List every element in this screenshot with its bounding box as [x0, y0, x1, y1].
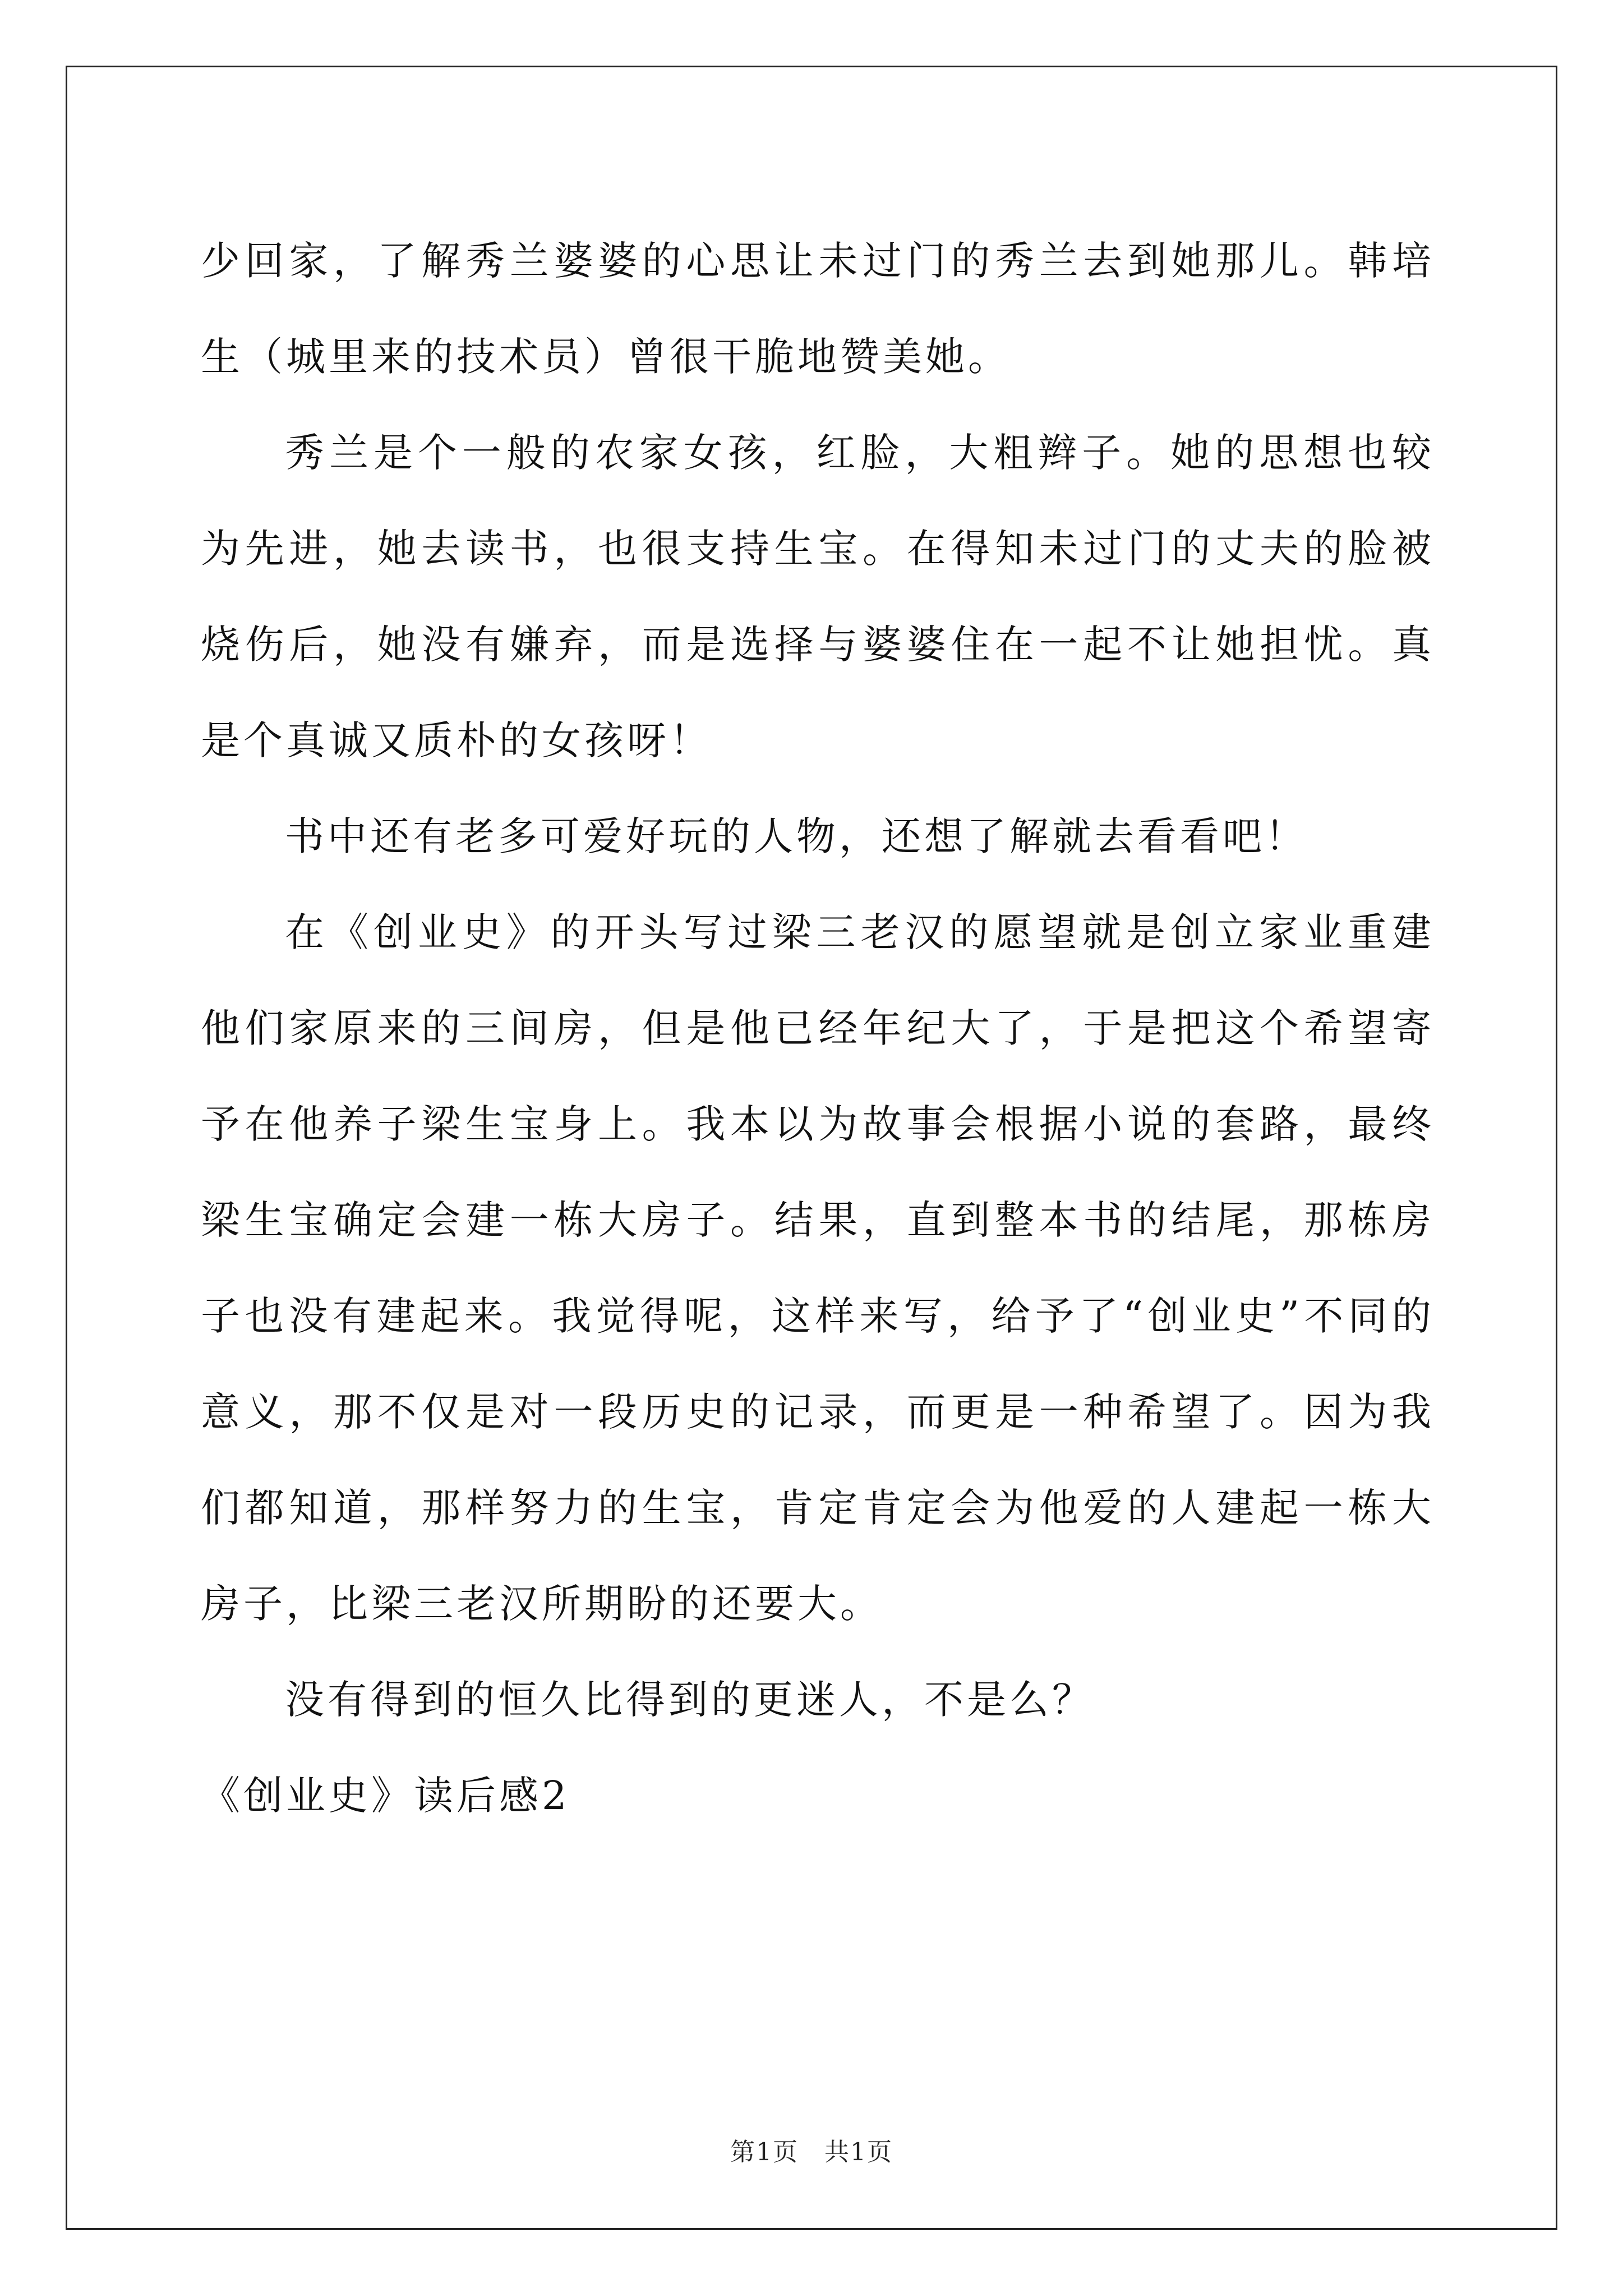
paragraph-house: 在《创业史》的开头写过梁三老汉的愿望就是创立家业重建他们家原来的三间房，但是他已经年纪大了，于是把这个希望寄予在他养子梁生宝身上。我本以为故事会根据小说的套路，最终梁生宝确定会建一栋大房子。结果，直到整本书的结尾，那栋房子也没有建起来。我觉得呢，这样来写，给予了“创业史”不同的意义，那不仅是对一段历史的记录，而更是一种希望了。因为我们都知道，那样努力的生宝，肯定肯定会为他爱的人建起一栋大房子，比梁三老汉所期盼的还要大。 [201, 909, 1435, 1627]
paragraph-xiulan: 秀兰是个一般的农家女孩，红脸，大粗辫子。她的思想也较为先进，她去读书，也很支持生宝。在得知未过门的丈夫的脸被烧伤后，她没有嫌弃，而是选择与婆婆住在一起不让她担忧。真是个真诚又质朴的女孩呀！ [201, 430, 1435, 763]
paragraph-characters: 书中还有老多可爱好玩的人物，还想了解就去看看吧！ [285, 813, 1308, 859]
section-heading: 《创业史》读后感2 [201, 1773, 570, 1819]
page-footer: 第1页 共1页 [730, 2138, 893, 2166]
paragraph-closing: 没有得到的恒久比得到的更迷人，不是么？ [285, 1677, 1095, 1723]
document-body [201, 213, 1435, 1844]
paragraph-continuation: 少回家，了解秀兰婆婆的心思让未过门的秀兰去到她那儿。韩培生（城里来的技术员）曾很干脆地赞美她。 [201, 238, 1435, 380]
